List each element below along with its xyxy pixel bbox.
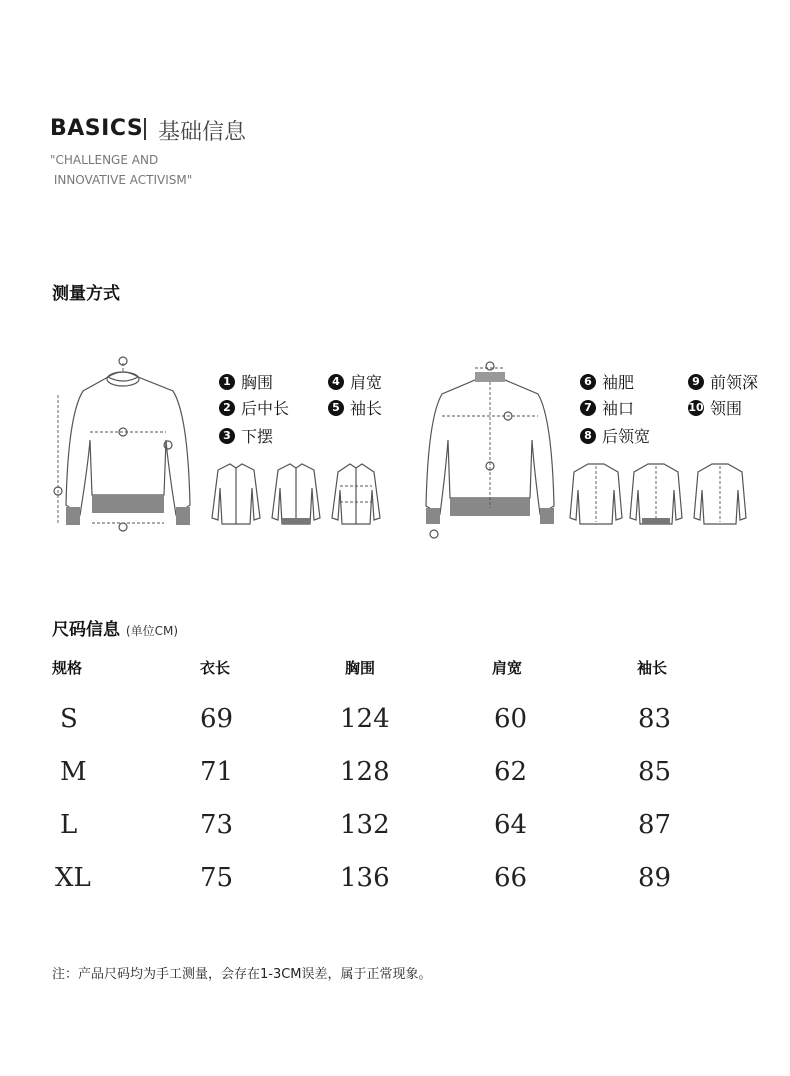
table-cell-chest: 136 [340, 863, 390, 893]
legend-item-5 [328, 396, 382, 419]
legend-label: 后领宽 [602, 427, 651, 446]
table-cell-sleeve: 83 [638, 704, 672, 734]
legend-number: 9 [688, 374, 704, 390]
header-length: 衣长 [200, 659, 231, 677]
back-sweater-illustration [420, 358, 560, 543]
table-cell-size: M [60, 757, 87, 787]
legend-item-1 [219, 370, 273, 393]
legend-item-9 [688, 370, 758, 393]
table-cell-sleeve: 87 [638, 810, 672, 840]
footnote: 注：产品尺码均为手工测量，会存在1-3CM误差，属于正常现象。 [52, 967, 432, 982]
table-cell-shoulder: 62 [494, 757, 528, 787]
legend-label: 下摆 [241, 427, 274, 446]
table-cell-shoulder: 66 [494, 863, 528, 893]
legend-item-6 [580, 370, 634, 393]
legend-item-8 [580, 424, 650, 447]
table-cell-length: 71 [200, 757, 234, 787]
header-shoulder: 肩宽 [492, 659, 523, 677]
legend-item-10 [688, 396, 742, 419]
legend-item-4 [328, 370, 382, 393]
table-cell-length: 69 [200, 704, 234, 734]
legend-number: 7 [580, 400, 596, 416]
legend-number: 3 [219, 428, 235, 444]
legend-label: 领围 [710, 399, 743, 418]
legend-item-7 [580, 396, 634, 419]
legend-number: 6 [580, 374, 596, 390]
table-cell-shoulder: 64 [494, 810, 528, 840]
table-cell-size: XL [55, 863, 91, 893]
size-unit: (单位CM) [125, 624, 179, 638]
table-cell-sleeve: 85 [638, 757, 672, 787]
table-cell-chest: 128 [340, 757, 390, 787]
size-title [52, 615, 178, 640]
legend-number: 2 [219, 400, 235, 416]
legend-number: 8 [580, 428, 596, 444]
legend-number: 4 [328, 374, 344, 390]
tagline: "CHALLENGE AND INNOVATIVE ACTIVISM" [50, 153, 193, 187]
legend-number: 10 [688, 401, 704, 414]
legend-label: 肩宽 [350, 373, 383, 392]
legend-label: 袖肥 [602, 373, 635, 392]
legend-label: 后中长 [241, 399, 290, 418]
table-cell-chest: 124 [340, 704, 390, 734]
legend-item-3 [219, 424, 273, 447]
header-sleeve: 袖长 [637, 659, 668, 677]
brand-title: BASICS [50, 116, 144, 141]
table-cell-size: L [60, 810, 78, 840]
legend-item-2 [219, 396, 289, 419]
table-cell-chest: 132 [340, 810, 390, 840]
legend-label: 袖长 [350, 399, 383, 418]
size-title-text: 尺码信息 [52, 620, 120, 640]
back-garment-thumbnails [560, 458, 750, 538]
table-cell-length: 75 [200, 863, 234, 893]
front-garment-thumbnails [200, 458, 390, 538]
table-cell-size: S [60, 704, 78, 734]
legend-number: 1 [219, 374, 235, 390]
table-cell-length: 73 [200, 810, 234, 840]
legend-label: 袖口 [602, 399, 635, 418]
brand-subtitle: 基础信息 [158, 120, 247, 145]
legend-label: 胸围 [241, 373, 274, 392]
table-cell-shoulder: 60 [494, 704, 528, 734]
table-cell-sleeve: 89 [638, 863, 672, 893]
legend-number: 5 [328, 400, 344, 416]
brand-divider [144, 118, 146, 140]
front-sweater-illustration [48, 355, 198, 540]
header-chest: 胸围 [345, 659, 376, 677]
legend-label: 前领深 [710, 373, 759, 392]
header-size: 规格 [52, 659, 83, 677]
measure-title: 测量方式 [52, 284, 120, 304]
